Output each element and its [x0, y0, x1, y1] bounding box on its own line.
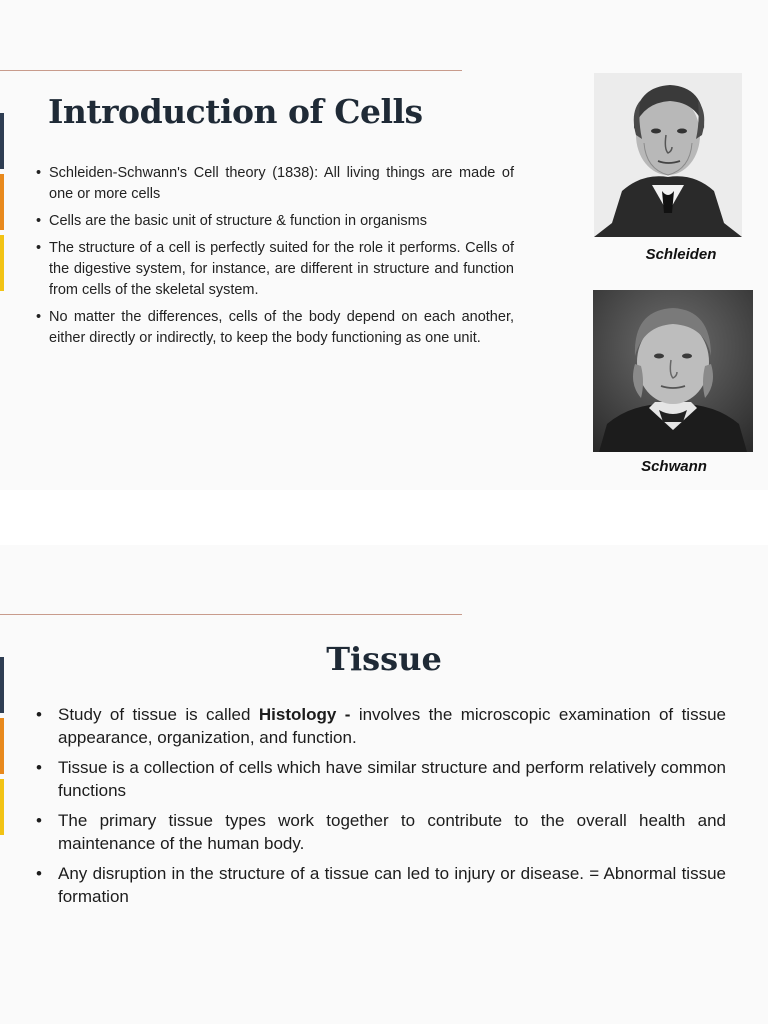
schwann-portrait — [593, 290, 753, 452]
accent-bar-orange — [0, 718, 4, 774]
bullet-item: • Any disruption in the structure of a tissue can led to injury or disease. = Abnormal tissue formation — [36, 862, 726, 908]
bullet-item: • Tissue is a collection of cells which have similar structure and perform relatively common functions — [36, 756, 726, 802]
slide-tissue — [0, 545, 768, 1024]
schwann-portrait-image — [593, 290, 753, 452]
accent-bar-orange — [0, 174, 4, 230]
slide-introduction-of-cells — [0, 0, 768, 490]
accent-bar-yellow — [0, 779, 4, 835]
accent-bar-navy — [0, 113, 4, 169]
bullet-text: Study of tissue is called — [58, 705, 259, 724]
bullet-item: • Cells are the basic unit of structure & function in organisms — [36, 211, 514, 232]
schwann-caption: Schwann — [641, 458, 707, 475]
bullet-list — [36, 163, 514, 355]
bullet-text: involves the microscopic examination of tissue appearance, organization, and function. — [58, 705, 726, 747]
schleiden-portrait — [594, 73, 742, 237]
histology-term: Histology - — [258, 705, 351, 724]
accent-bar-yellow — [0, 235, 4, 291]
schleiden-portrait-image — [594, 73, 742, 237]
title-divider — [0, 614, 462, 615]
bullet-list — [36, 703, 726, 915]
bullet-item — [36, 703, 726, 749]
bullet-item: • The primary tissue types work together to contribute to the overall health and maintenance of the human body. — [36, 809, 726, 855]
slide-gap — [0, 490, 768, 545]
slide-title: Tissue — [326, 640, 442, 678]
title-divider — [0, 70, 462, 71]
bullet-item: • No matter the differences, cells of the body depend on each another, either directly or indirectly, to keep the body functioning as one unit. — [36, 307, 514, 349]
slide-title: Introduction of Cells — [48, 92, 423, 131]
bullet-item: • Schleiden-Schwann's Cell theory (1838): All living things are made of one or more cells — [36, 163, 514, 205]
bullet-item: • The structure of a cell is perfectly suited for the role it performs. Cells of the digestive system, for instance, are different in structure and function from cells of the skeletal system. — [36, 238, 514, 301]
schleiden-caption: Schleiden — [645, 246, 717, 263]
